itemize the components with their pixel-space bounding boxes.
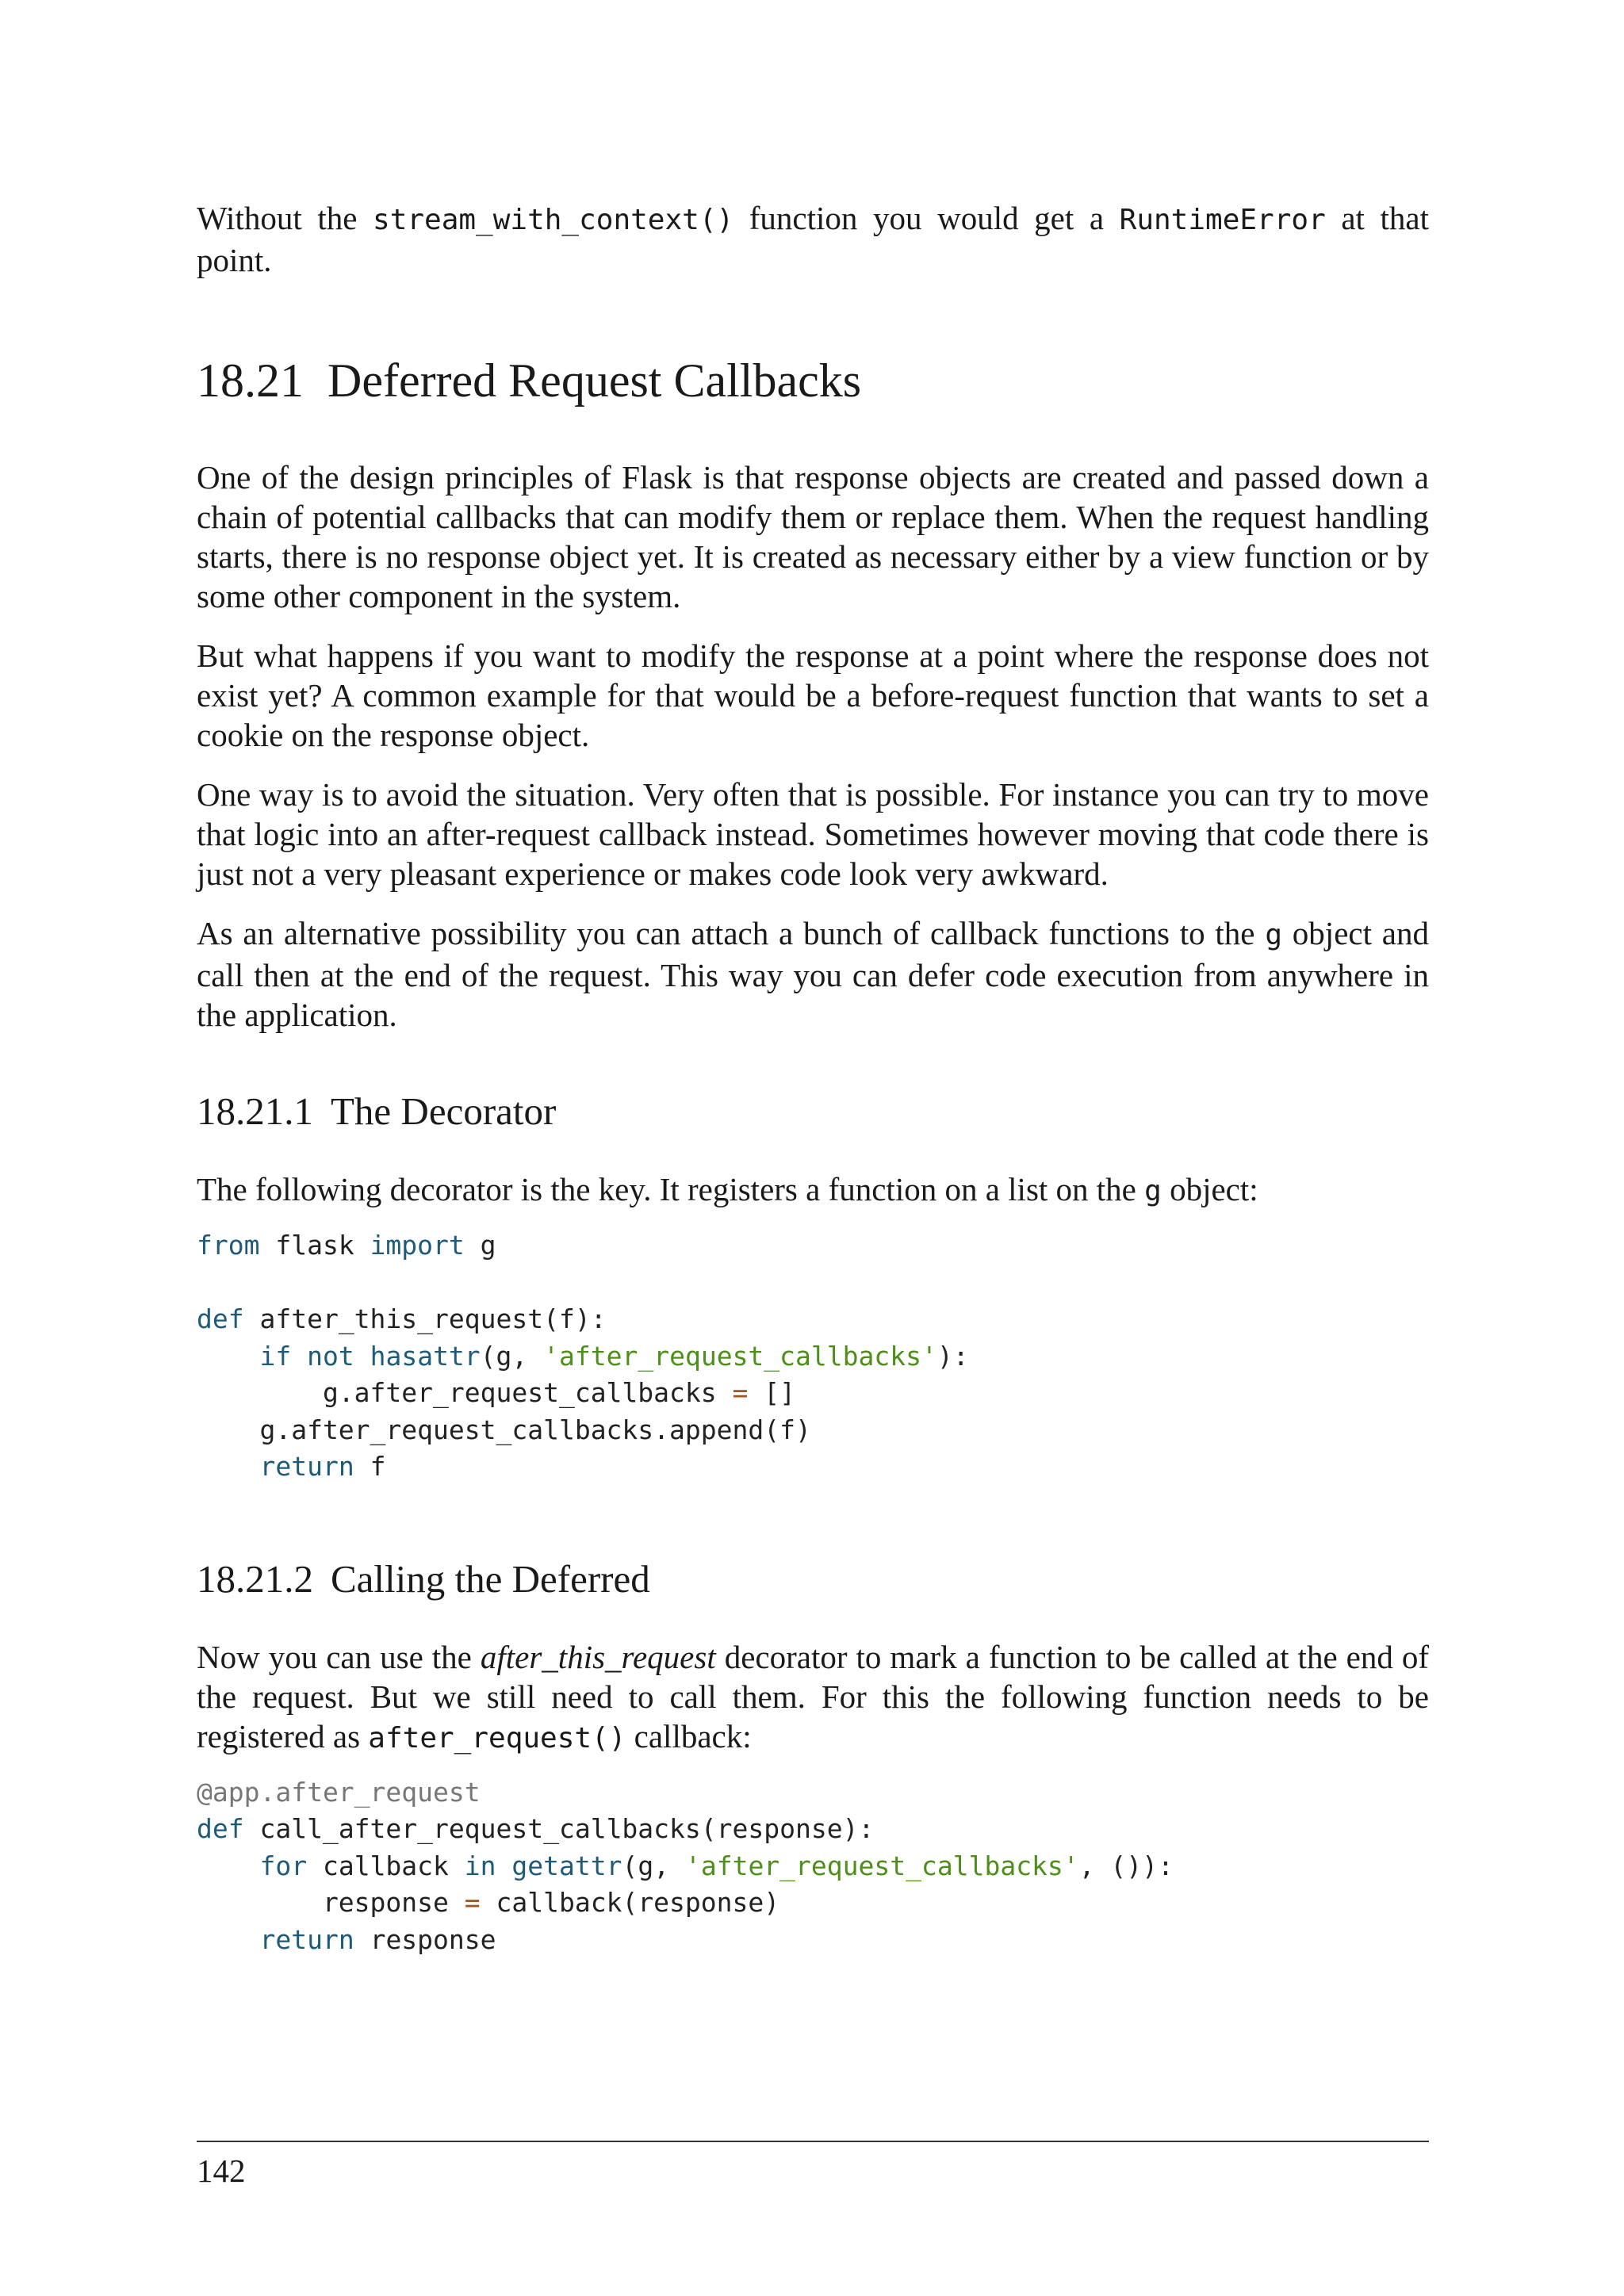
code-space xyxy=(496,1850,512,1881)
inline-code-stream-with-context: stream_with_context() xyxy=(373,204,734,236)
code-block-decorator xyxy=(197,1227,1429,1486)
code-text: callback xyxy=(307,1850,465,1881)
subsection-number: 18.21.2 xyxy=(197,1556,313,1601)
code-keyword: not xyxy=(307,1340,354,1372)
calling-intro-mid: decorator to mark a function to be called at the end of the request. But we still need to call them. For this the following function needs to be registered as xyxy=(197,1638,1430,1755)
inline-code-after-request: after_request() xyxy=(368,1721,626,1755)
code-keyword: return xyxy=(259,1923,354,1955)
code-builtin: getattr xyxy=(511,1850,622,1881)
code-text: flask xyxy=(259,1230,370,1261)
code-space xyxy=(291,1341,307,1372)
code-line xyxy=(197,1451,385,1482)
code-indent xyxy=(197,1924,259,1955)
subsection-title: The Decorator xyxy=(331,1089,557,1133)
code-text: (g, xyxy=(480,1340,544,1372)
code-text: g xyxy=(464,1230,496,1261)
decorator-intro-post: object: xyxy=(1161,1171,1258,1207)
intro-paragraph xyxy=(197,198,1429,280)
code-text: g.after_request_callbacks xyxy=(197,1377,733,1408)
subsection-heading-calling xyxy=(197,1556,1429,1603)
code-keyword: import xyxy=(370,1230,465,1261)
code-text: callback(response) xyxy=(480,1887,780,1918)
code-keyword: return xyxy=(259,1451,354,1482)
code-block-calling xyxy=(197,1774,1429,1959)
code-keyword: from xyxy=(197,1230,260,1261)
intro-text-pre: Without the xyxy=(197,200,373,236)
code-string: 'after_request_callbacks' xyxy=(543,1340,937,1372)
code-line xyxy=(197,1887,779,1918)
intro-text-post: at that point. xyxy=(197,200,1430,278)
p4-text-post: object and call then at the end of the request. This way you can defer code execution from anywhere in the application. xyxy=(197,915,1429,1033)
code-indent xyxy=(197,1850,259,1881)
section-paragraph-4 xyxy=(197,913,1429,1035)
code-text: response xyxy=(354,1923,496,1955)
code-indent xyxy=(197,1341,259,1372)
decorator-intro-pre: The following decorator is the key. It registers a function on a list on the xyxy=(197,1171,1145,1207)
code-line xyxy=(197,1377,795,1408)
calling-intro-post: callback: xyxy=(626,1717,752,1755)
code-indent xyxy=(197,1451,259,1482)
code-line xyxy=(197,1813,874,1844)
calling-intro-pre: Now you can use the xyxy=(197,1638,481,1675)
code-text: after_this_request(f): xyxy=(243,1303,607,1334)
code-builtin: hasattr xyxy=(370,1340,481,1372)
code-text: (g, xyxy=(622,1850,685,1881)
code-keyword: def xyxy=(197,1303,244,1334)
code-keyword: if xyxy=(259,1340,292,1372)
code-decorator: @app.after_request xyxy=(197,1776,481,1808)
calling-intro-paragraph xyxy=(197,1637,1429,1758)
code-space xyxy=(354,1341,370,1372)
page-content xyxy=(197,198,1429,1958)
code-operator: = xyxy=(464,1887,481,1918)
subsection-title: Calling the Deferred xyxy=(331,1556,650,1601)
page-number: 142 xyxy=(197,2152,246,2189)
code-text: [] xyxy=(748,1377,795,1408)
footer-rule xyxy=(197,2141,1429,2142)
code-string: 'after_request_callbacks' xyxy=(684,1850,1079,1881)
code-line xyxy=(197,1303,607,1334)
section-paragraph-2: But what happens if you want to modify the response at a point where the response does not exist yet? A common example for that would be a before-request function that wants to set a cookie on the response object. xyxy=(197,637,1429,753)
inline-code-g: g xyxy=(1144,1175,1162,1207)
code-line xyxy=(197,1924,496,1955)
subsection-heading-decorator xyxy=(197,1088,1429,1135)
code-text: f xyxy=(354,1451,386,1482)
p4-text-pre: As an alternative possibility you can attach a bunch of callback functions to the xyxy=(197,915,1266,951)
decorator-intro-paragraph xyxy=(197,1169,1429,1211)
section-paragraph-1: One of the design principles of Flask is that response objects are created and passed down a chain of potential callbacks that can modify them or replace them. When the request handling starts, there is no response object yet. It is created as necessary either by a view function or by some other component in the system. xyxy=(197,459,1429,614)
section-heading xyxy=(197,353,1429,408)
emphasis-after-this-request: after_this_request xyxy=(480,1638,716,1675)
code-line: g.after_request_callbacks.append(f) xyxy=(197,1414,811,1445)
intro-text-mid: function you would get a xyxy=(733,200,1120,236)
inline-code-g: g xyxy=(1265,919,1282,951)
subsection-number: 18.21.1 xyxy=(197,1089,313,1133)
section-number: 18.21 xyxy=(197,354,304,407)
code-line xyxy=(197,1850,1174,1881)
code-keyword: def xyxy=(197,1813,244,1844)
inline-code-runtimeerror: RuntimeError xyxy=(1119,204,1326,236)
code-text: response xyxy=(197,1887,465,1918)
code-text: call_after_request_callbacks(response): xyxy=(243,1813,875,1844)
code-keyword: in xyxy=(464,1850,496,1881)
section-paragraph-3: One way is to avoid the situation. Very often that is possible. For instance you can try to move that logic into an after-request callback instead. Sometimes however moving that code there is just not a very pleasant experience or makes code look very awkward. xyxy=(197,776,1429,892)
code-text: , ()): xyxy=(1078,1850,1174,1881)
code-text: ): xyxy=(936,1340,969,1372)
section-title: Deferred Request Callbacks xyxy=(327,354,862,407)
code-operator: = xyxy=(732,1377,749,1408)
code-line xyxy=(197,1341,969,1372)
code-line xyxy=(197,1230,496,1261)
code-keyword: for xyxy=(259,1850,308,1881)
